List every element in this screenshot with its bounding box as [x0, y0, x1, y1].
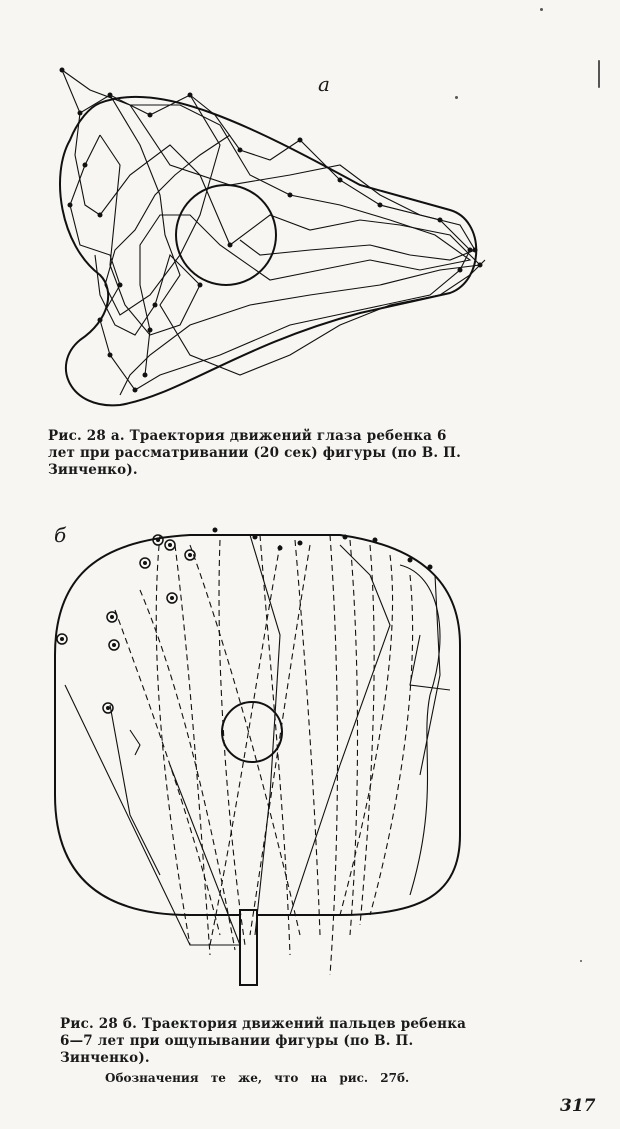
scan-speck [598, 60, 600, 88]
figure-a-eye-trajectory [40, 55, 490, 425]
figure-b-note: Обозначения те же, что на рис. 27б. [105, 1071, 410, 1085]
figure-b-finger-trajectory [40, 515, 480, 995]
figure-b-label: б [54, 523, 67, 547]
figure-b-outline [55, 535, 460, 915]
scan-speck [540, 8, 543, 11]
figure-a-outline [60, 97, 476, 406]
scan-speck [580, 960, 582, 962]
figure-b-dashed-paths [115, 535, 413, 975]
figure-b-caption: Рис. 28 б. Траектория движений пальцев ребенка 6—7 лет при ощупывании фигуры (по В. П. Зинченко). [60, 1016, 467, 1066]
figure-a-trajectory-lines [62, 70, 485, 395]
page-number: 317 [560, 1096, 596, 1116]
figure-a-label: а [318, 72, 330, 96]
figure-a-caption: Рис. 28 а. Траектория движений глаза ребенка 6 лет при рассматривании (20 сек) фигуры (по В. П. Зинченко). [48, 428, 461, 478]
figure-b-stem [240, 910, 257, 985]
